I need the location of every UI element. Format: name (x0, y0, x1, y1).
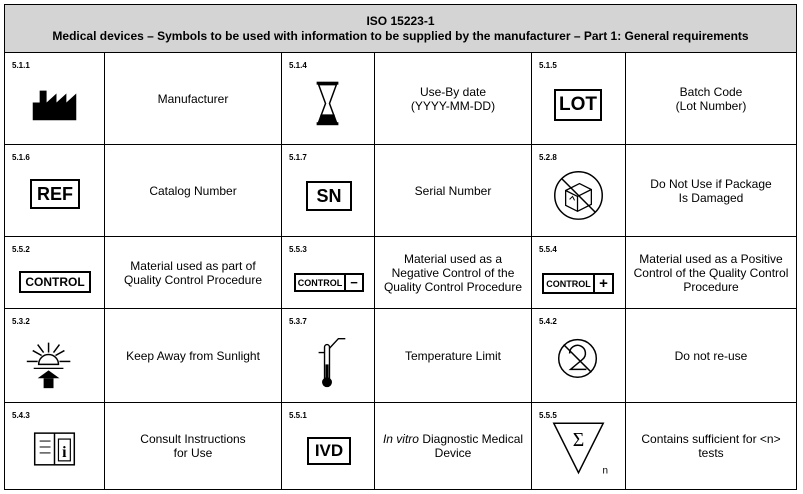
control-icon: CONTROL (19, 271, 91, 293)
description-line: Use-By date (419, 84, 486, 99)
description-cell (105, 403, 282, 489)
description-cell (626, 237, 796, 309)
ref-icon: REF (30, 179, 80, 209)
symbol-code: 5.5.5 (539, 411, 557, 420)
thermometer-icon (282, 309, 374, 402)
description-cell (105, 145, 282, 237)
symbol-code: 5.1.7 (289, 153, 307, 162)
description-line: Contains sufficient for <n> (641, 432, 781, 446)
symbol-cell (5, 145, 105, 237)
lot-icon: LOT (554, 89, 602, 121)
description-text: Material used as a Positive Control of the Quality Control Procedure (633, 251, 789, 294)
description-line: (Lot Number) (675, 98, 747, 113)
description-cell (105, 309, 282, 403)
description-text: Manufacturer (157, 91, 229, 106)
symbol-cell (282, 309, 375, 403)
factory-icon (5, 53, 104, 144)
description-cell (626, 403, 796, 489)
description-line: Do Not Use if Package (650, 176, 772, 191)
symbol-code: 5.3.7 (289, 317, 307, 326)
table-header (5, 5, 796, 53)
symbol-code: 5.5.4 (539, 245, 557, 254)
description-cell (375, 145, 532, 237)
sigma-icon (532, 403, 625, 489)
description-cell (626, 309, 796, 403)
description-text: Serial Number (414, 183, 492, 198)
control-negative-icon (294, 273, 364, 292)
symbol-cell (532, 145, 626, 237)
symbols-table (4, 4, 797, 490)
symbol-code: 5.1.1 (12, 61, 30, 70)
description-text: Catalog Number (149, 183, 237, 198)
symbol-code: 5.1.5 (539, 61, 557, 70)
sn-icon: SN (306, 181, 352, 211)
symbol-code: 5.5.1 (289, 411, 307, 420)
ivd-icon: IVD (307, 437, 351, 465)
symbol-cell (282, 145, 375, 237)
description-line: Consult Instructions (140, 432, 246, 446)
description-text: Material used as a Negative Control of the Quality Control Procedure (383, 251, 523, 294)
table-title: ISO 15223-1 (366, 14, 435, 28)
description-cell (375, 53, 532, 145)
symbol-code: 5.5.3 (289, 245, 307, 254)
symbol-code: 5.5.2 (12, 245, 30, 254)
symbol-code: 5.4.3 (12, 411, 30, 420)
sigma-glyph: Σ (572, 429, 585, 451)
description-line: Batch Code (679, 84, 743, 99)
damaged-package-icon (532, 145, 625, 236)
sigma-subscript: n (602, 465, 608, 477)
hourglass-icon (282, 53, 374, 144)
symbol-code: 5.2.8 (539, 153, 557, 162)
symbol-cell (5, 237, 105, 309)
description-cell (105, 237, 282, 309)
symbol-cell (532, 237, 626, 309)
symbol-code: 5.4.2 (539, 317, 557, 326)
description-italic: In vitro (382, 432, 419, 446)
symbol-cell (282, 53, 375, 145)
symbol-cell (532, 53, 626, 145)
no-reuse-icon (532, 309, 625, 402)
book-info-icon (5, 403, 104, 489)
description-line: (YYYY-MM-DD) (410, 98, 496, 113)
description-text: Diagnostic Medical Device (418, 432, 524, 460)
description-text: Do not re-use (674, 348, 748, 363)
minus-sign: − (344, 275, 362, 290)
table-subtitle: Medical devices – Symbols to be used with information to be supplied by the manufacturer – Part 1: General requirements (52, 29, 749, 43)
symbol-cell (532, 309, 626, 403)
symbol-code: 5.1.6 (12, 153, 30, 162)
description-line: for Use (173, 446, 213, 460)
symbol-cell (5, 53, 105, 145)
control-label: CONTROL (546, 278, 591, 289)
symbol-cell (282, 237, 375, 309)
description-cell (626, 53, 796, 145)
description-cell (626, 145, 796, 237)
svg-text:i: i (62, 443, 67, 461)
description-text: Temperature Limit (404, 348, 502, 363)
description-text: Material used as part of Quality Control Procedure (123, 258, 263, 287)
symbol-cell (5, 309, 105, 403)
description-text: Keep Away from Sunlight (126, 348, 260, 363)
control-positive-icon (542, 273, 614, 294)
sunlight-icon (5, 309, 104, 402)
description-line: tests (698, 446, 724, 460)
symbol-cell (532, 403, 626, 489)
plus-sign: + (593, 275, 612, 292)
description-cell (105, 53, 282, 145)
symbol-cell (282, 403, 375, 489)
symbol-cell (5, 403, 105, 489)
description-cell (375, 309, 532, 403)
description-line: Is Damaged (678, 190, 744, 205)
symbol-code: 5.3.2 (12, 317, 30, 326)
description-cell (375, 403, 532, 489)
description-cell (375, 237, 532, 309)
symbol-code: 5.1.4 (289, 61, 307, 70)
control-label: CONTROL (297, 277, 343, 288)
